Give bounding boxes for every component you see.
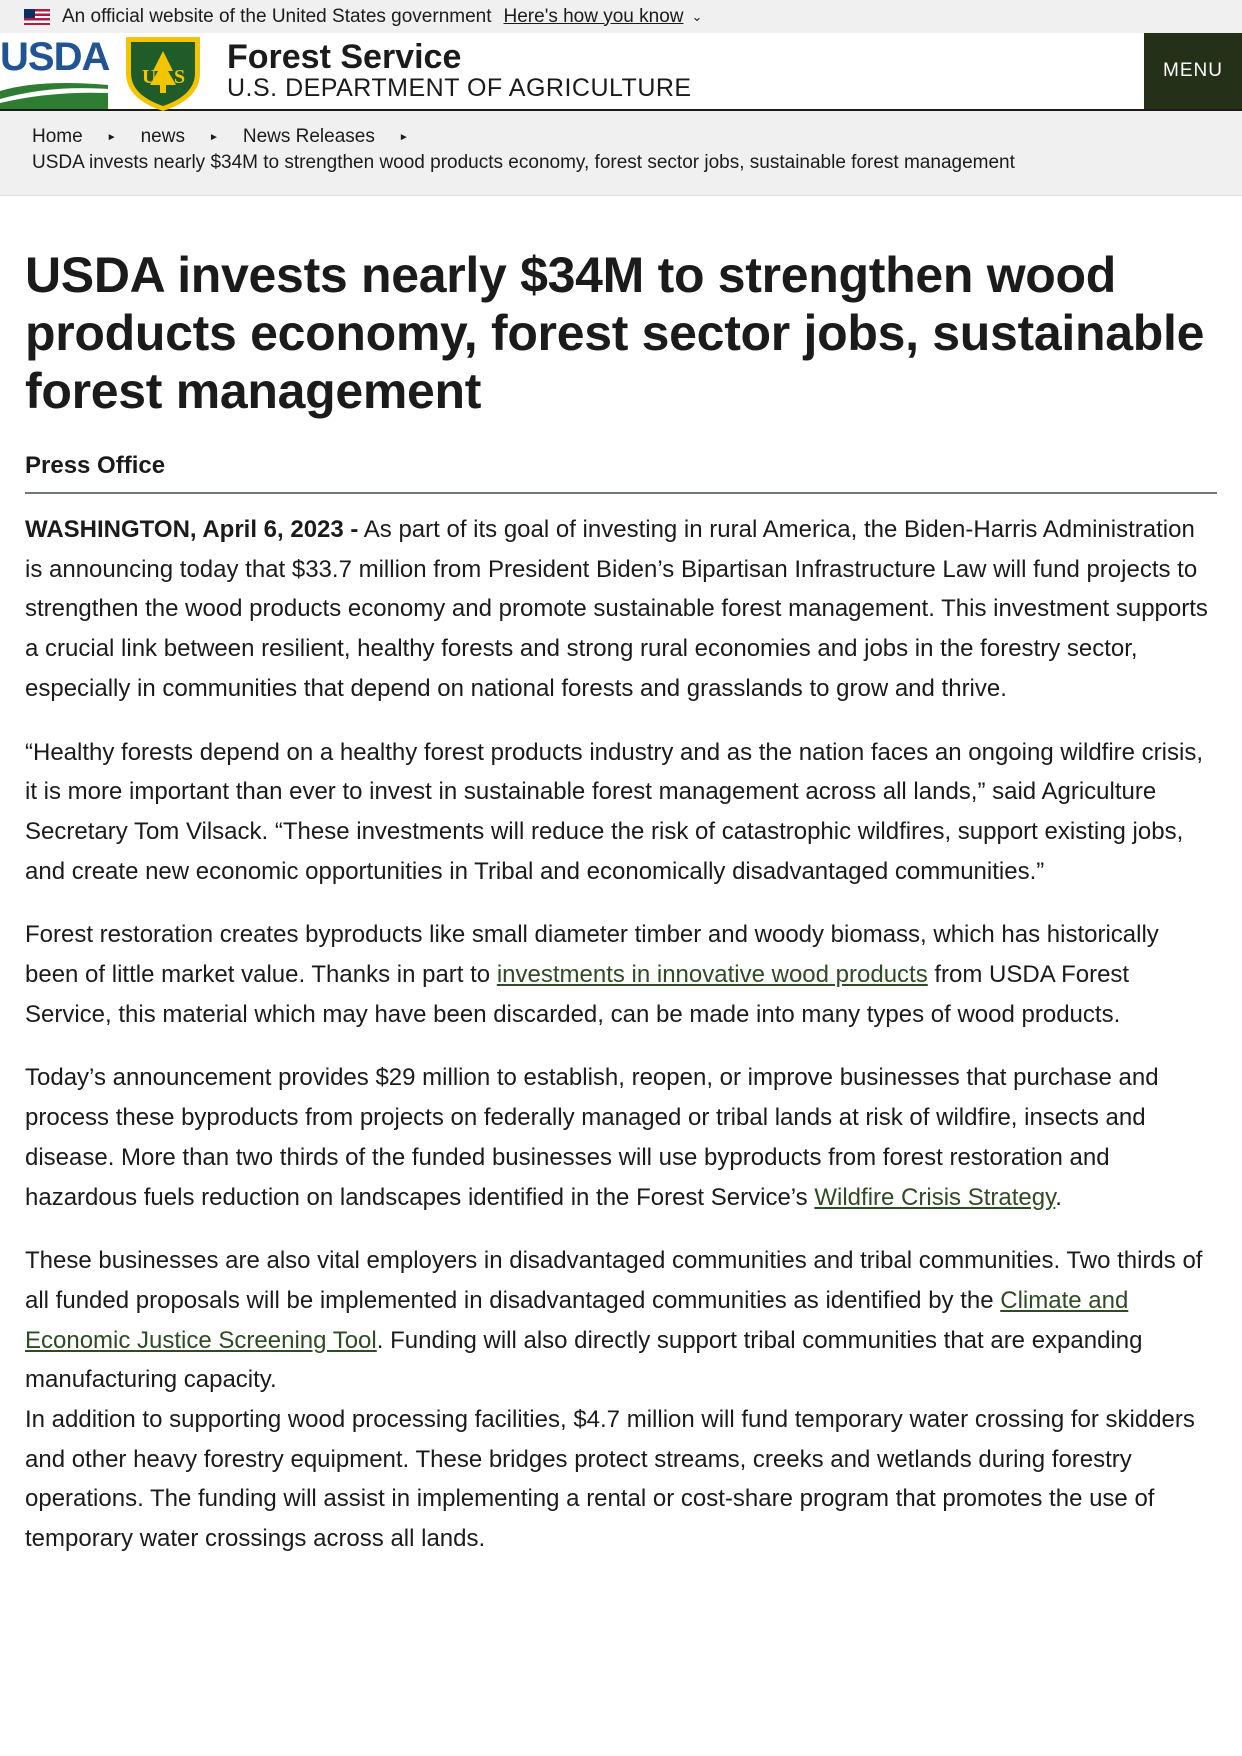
triangle-right-icon: ►: [208, 131, 219, 143]
usda-logo-text: USDA: [0, 35, 110, 79]
paragraph-3-text-a: Forest restoration creates byproducts like small diameter timber and woody biomass, which has historically been of little market value. Thanks in part to: [25, 921, 1159, 989]
triangle-right-icon: ►: [398, 131, 409, 143]
article-body: [25, 510, 1217, 1559]
page-title: USDA invests nearly $34M to strengthen wood products economy, forest sector jobs, sustainable forest management: [25, 247, 1205, 419]
paragraph-4-text-b: .: [1055, 1183, 1062, 1211]
chevron-down-icon: ⌄: [691, 8, 703, 24]
paragraph-1-text: As part of its goal of investing in rural America, the Biden-Harris Administration is announcing today that $33.7 million from President Biden’s Bipartisan Infrastructure Law will fund projects to strengthen the wood products economy and promote sustainable forest management. This investment supports a crucial link between resilient, healthy forests and strong rural economies and jobs in the forestry sector, especially in communities that depend on national forests and grasslands to grow and thrive.: [25, 516, 1208, 702]
paragraph-1: [25, 510, 1217, 709]
heres-how-you-know-link[interactable]: [504, 6, 703, 28]
paragraph-5: [25, 1241, 1217, 1400]
article: [0, 246, 1242, 1559]
svg-text:S: S: [174, 66, 186, 88]
paragraph-4: [25, 1058, 1217, 1217]
breadcrumb-links: [32, 125, 1210, 149]
paragraph-3: [25, 915, 1217, 1034]
menu-button[interactable]: MENU: [1144, 33, 1242, 109]
forest-service-shield-logo[interactable]: [120, 33, 206, 113]
breadcrumb-home[interactable]: Home: [32, 126, 83, 147]
breadcrumb-news-releases[interactable]: News Releases: [242, 126, 375, 147]
gov-banner-text: An official website of the United States government: [62, 5, 492, 27]
svg-text:U: U: [142, 66, 157, 88]
paragraph-6: In addition to supporting wood processing facilities, $4.7 million will fund temporary water crossing for skidders and other heavy forestry equipment. These bridges protect streams, creeks and wetlands during forestry operations. The funding will assist in implementing a rental or cost-share program that promotes the use of temporary water crossings across all lands.: [25, 1406, 1195, 1553]
breadcrumb: [0, 111, 1242, 196]
breadcrumb-news[interactable]: news: [140, 126, 185, 147]
paragraph-3-text-b: from USDA Forest Service, this material which may have been discarded, can be made into many types of wood products.: [25, 961, 1130, 1028]
heres-how-you-know-label: Here's how you know: [503, 5, 684, 27]
wildfire-crisis-strategy-link[interactable]: Wildfire Crisis Strategy: [814, 1183, 1056, 1211]
cejst-link[interactable]: Climate and Economic Justice Screening Tool: [25, 1286, 1129, 1354]
triangle-right-icon: ►: [106, 131, 117, 143]
us-flag-icon: [24, 9, 50, 25]
paragraph-5-text-b: . Funding will also directly support tribal communities that are expanding manufacturing capacity.: [25, 1326, 1143, 1394]
usda-logo[interactable]: [0, 35, 108, 109]
paragraph-5-text-a: These businesses are also vital employers in disadvantaged communities and tribal communities. Two thirds of all funded proposals will be implemented in disadvantaged communities as identified by the: [25, 1247, 1203, 1314]
gov-banner: [0, 0, 1242, 33]
site-name[interactable]: Forest Service: [227, 38, 462, 76]
site-subtitle: U.S. DEPARTMENT OF AGRICULTURE: [227, 74, 692, 102]
dateline: WASHINGTON, April 6, 2023 -: [25, 516, 359, 543]
breadcrumb-current: USDA invests nearly $34M to strengthen wood products economy, forest sector jobs, sustainable forest management: [32, 152, 1015, 173]
wood-products-investments-link[interactable]: investments in innovative wood products: [496, 961, 928, 989]
site-header: [0, 33, 1242, 111]
usda-swoosh-icon: [0, 79, 108, 109]
article-byline: Press Office: [25, 452, 1217, 494]
paragraph-2: “Healthy forests depend on a healthy forest products industry and as the nation faces an ongoing wildfire crisis, it is more important than ever to invest in sustainable forest management across all lands,” said Agriculture Secretary Tom Vilsack. “These investments will reduce the risk of catastrophic wildfires, support existing jobs, and create new economic opportunities in Tribal and economically disadvantaged communities.”: [25, 738, 1204, 885]
paragraph-4-text-a: Today’s announcement provides $29 million to establish, reopen, or improve businesses that purchase and process these byproducts from projects on federally managed or tribal lands at risk of wildfire, insects and disease. More than two thirds of the funded businesses will use byproducts from forest restoration and hazardous fuels reduction on landscapes identified in the Forest Service’s: [25, 1064, 1159, 1211]
